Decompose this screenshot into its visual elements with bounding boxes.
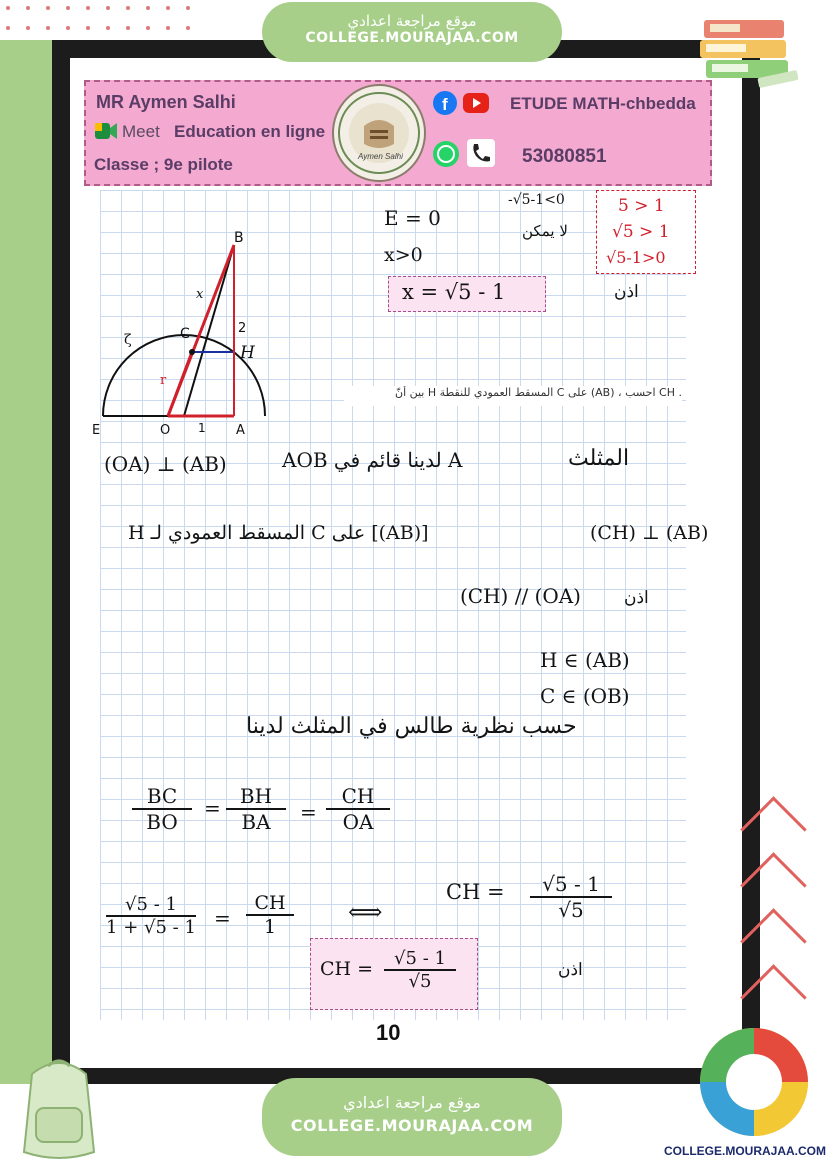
perp-oa-ab: (OA) ⊥ (AB) (104, 452, 227, 476)
google-meet-icon (94, 120, 118, 142)
inequality-line-3: √5-1>0 (606, 248, 666, 267)
page-number: 10 (376, 1020, 401, 1045)
site-name-arabic-bottom: موقع مراجعة اعدادي (343, 1093, 481, 1112)
note-negative-root: -√5-1<0 (508, 192, 565, 208)
triangle-label: المثلث (568, 446, 630, 471)
thales-statement: حسب نظرية طالس في المثلث لدينا (246, 714, 577, 739)
whatsapp-icon[interactable] (432, 140, 460, 168)
therefore-2: اذن (624, 588, 649, 608)
final-answer-lhs: CH = (320, 958, 374, 980)
logo-caption: Aymen Salhi (358, 152, 403, 161)
site-url[interactable]: COLLEGE.MOURAJAA.COM (305, 30, 519, 46)
inequality-line-2: √5 > 1 (612, 222, 670, 242)
green-border-left (0, 40, 52, 1084)
ratio-root-expression: $\frac{√5 - 1}{1 + √5 - 1}$ (106, 894, 196, 938)
teacher-name: MR Aymen Salhi (96, 92, 236, 112)
equation-x-positive: x>0 (384, 244, 423, 266)
equals-3: = (214, 906, 231, 930)
triangle-statement: AOB لدينا قائم في A (282, 448, 463, 472)
figure-label-A: A (236, 423, 245, 438)
meet-label: Meet (122, 122, 160, 141)
figure-label-1: 1 (198, 421, 206, 435)
ratio-ch-result: $\frac{√5 - 1}{√5}$ (530, 872, 612, 922)
class-label: Classe ; 9e pilote (94, 155, 233, 174)
site-logo-text[interactable]: COLLEGE.MOURAJAA.COM (664, 1144, 826, 1158)
youtube-icon[interactable] (462, 92, 490, 114)
ratio-bh-ba: $\frac{BH}{BA}$ (226, 784, 286, 834)
therefore-1: اذن (614, 282, 639, 302)
question-caption: بين أنّ H المسقط العمودي للنقطة C على (AB) ، احسب CH . (344, 386, 682, 406)
h-in-ab: H ∈ (AB) (540, 648, 630, 672)
therefore-3: اذن (558, 960, 583, 980)
equals-2: = (300, 800, 317, 824)
result-x: x = √5 - 1 (402, 280, 506, 304)
figure-label-B: B (234, 230, 244, 246)
meet-text: Education en ligne (174, 122, 326, 141)
site-url-bottom[interactable]: COLLEGE.MOURAJAA.COM (290, 1116, 534, 1135)
phone-number[interactable]: 53080851 (522, 146, 607, 167)
figure-label-r: r (160, 373, 167, 388)
figure-label-E: E (92, 423, 101, 438)
equation-e-zero: E = 0 (384, 206, 441, 230)
note-impossible: لا يمكن (522, 222, 568, 240)
site-banner-top[interactable] (262, 2, 562, 62)
figure-label-C: C (180, 326, 190, 342)
site-banner-bottom[interactable] (262, 1078, 562, 1156)
c-in-ob: C ∈ (OB) (540, 684, 630, 708)
figure-label-O: O (160, 423, 171, 438)
ch-equals: CH = (446, 880, 505, 904)
facebook-icon[interactable] (432, 90, 458, 116)
right-title: ETUDE MATH-chbedda (510, 94, 696, 113)
ratio-ch-oa: $\frac{CH}{OA}$ (326, 784, 390, 834)
svg-text:f: f (442, 95, 448, 114)
school-logo (332, 84, 426, 182)
perp-ch-ab: (CH) ⊥ (AB) (590, 522, 709, 544)
site-logo-icon[interactable] (694, 1022, 814, 1142)
figure-label-x: x (196, 287, 204, 302)
phone-icon[interactable] (466, 138, 496, 168)
backpack-icon (4, 1052, 114, 1164)
projection-statement: H المسقط العمودي لـ C على [(AB)] (128, 522, 429, 544)
ratio-ch-1: $\frac{CH}{1}$ (246, 892, 294, 938)
parallel-ch-oa: (CH) // (OA) (460, 584, 581, 608)
geometry-figure (88, 220, 288, 440)
equivalence-arrow: ⟺ (348, 898, 383, 926)
site-name-arabic: موقع مراجعة اعدادي (347, 12, 477, 30)
equals-1: = (204, 796, 221, 820)
figure-label-2: 2 (238, 321, 247, 336)
ratio-bc-bo: $\frac{BC}{BO}$ (132, 784, 192, 834)
figure-label-zeta: ζ (124, 332, 132, 348)
inequality-line-1: 5 > 1 (618, 196, 665, 216)
final-answer-fraction: $\frac{√5 - 1}{√5}$ (384, 948, 456, 992)
figure-label-H: H (240, 343, 255, 363)
